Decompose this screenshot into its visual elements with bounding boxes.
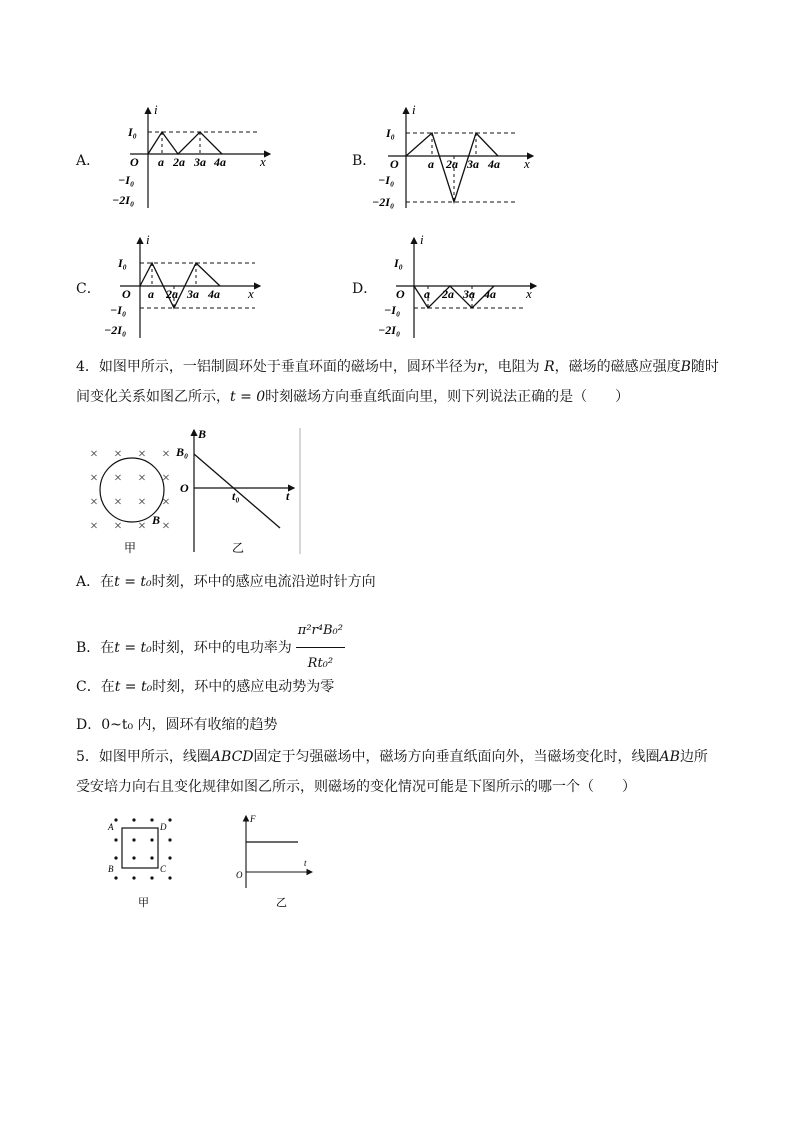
svg-text:×: × bbox=[90, 519, 98, 534]
fig-jia-caption: 甲 bbox=[124, 541, 137, 555]
q5-line2: 受安培力向右且变化规律如图乙所示，则磁场的变化情况可能是下图所示的哪一个（ ） bbox=[76, 779, 636, 795]
tick-t0: t₀ bbox=[232, 489, 240, 503]
tick-I0: I₀ bbox=[394, 256, 403, 270]
q4-option-d[interactable]: D．0~t₀ 内，圆环有收缩的趋势 bbox=[76, 717, 278, 733]
tick-2a: 2a bbox=[166, 287, 178, 301]
tick-a: a bbox=[428, 157, 434, 171]
svg-text:×: × bbox=[90, 471, 98, 486]
tick-neg-I0: −I₀ bbox=[110, 303, 127, 317]
tick-4a: 4a bbox=[214, 155, 226, 169]
tick-3a: 3a bbox=[187, 287, 199, 301]
axis-x-label: x bbox=[524, 156, 530, 171]
q4-figure bbox=[84, 424, 314, 559]
tick-I0: I₀ bbox=[386, 126, 395, 140]
tick-neg-I0: −I₀ bbox=[118, 173, 135, 187]
q5-figure bbox=[100, 808, 320, 913]
option-d-graph bbox=[378, 230, 548, 345]
q4-option-a[interactable]: A．在t = t₀时刻，环中的感应电流沿逆时针方向 bbox=[76, 574, 376, 590]
svg-text:×: × bbox=[114, 519, 122, 534]
tick-3a: 3a bbox=[467, 157, 479, 171]
q4-line1: 4．如图甲所示，一铝制圆环处于垂直环面的磁场中，圆环半径为r，电阻为 R，磁场的磁感应强度B随时 bbox=[76, 359, 719, 375]
svg-text:×: × bbox=[162, 471, 170, 486]
q5-line1: 5．如图甲所示，线圈ABCD固定于匀强磁场中，磁场方向垂直纸面向外，当磁场变化时，线圈AB边所 bbox=[76, 749, 708, 765]
svg-text:×: × bbox=[138, 471, 146, 486]
tick-2a: 2a bbox=[442, 287, 454, 301]
corner-b: B bbox=[108, 864, 114, 874]
svg-text:×: × bbox=[114, 495, 122, 510]
axis-f-label: F bbox=[250, 814, 256, 824]
axis-i-label: i bbox=[420, 232, 424, 247]
tick-b0: B₀ bbox=[176, 445, 189, 459]
fig-yi-caption: 乙 bbox=[232, 541, 245, 555]
svg-text:×: × bbox=[162, 447, 170, 462]
tick-3a: 3a bbox=[463, 287, 475, 301]
tick-neg-2I0: −2I₀ bbox=[372, 195, 395, 209]
svg-text:×: × bbox=[90, 447, 98, 462]
q4-option-b[interactable]: B．在 t = t₀ 时刻，环中的电功率为 $\frac{\text{π²r⁴B₀²}}{\text{Rt₀²}}$ bbox=[76, 616, 345, 679]
svg-text:×: × bbox=[114, 471, 122, 486]
q4-stem bbox=[76, 352, 736, 412]
origin-label: O bbox=[390, 157, 399, 171]
q4-line2: 间变化关系如图乙所示，t = 0时刻磁场方向垂直纸面向里，则下列说法正确的是（ ） bbox=[76, 389, 630, 405]
tick-3a: 3a bbox=[194, 155, 206, 169]
origin-label: O bbox=[130, 155, 139, 169]
axis-i-label: i bbox=[154, 102, 158, 117]
origin-label: O bbox=[236, 870, 243, 880]
corner-d: D bbox=[160, 822, 167, 832]
axis-x-label: x bbox=[526, 286, 532, 301]
tick-neg-2I0: −2I₀ bbox=[378, 323, 401, 337]
origin-label: O bbox=[180, 481, 189, 495]
power-fraction: $\frac{\text{π²r⁴B₀²}}{\text{Rt₀²}}$ bbox=[296, 616, 345, 679]
tick-4a: 4a bbox=[484, 287, 496, 301]
fig-jia-caption: 甲 bbox=[138, 897, 149, 909]
fig-yi-caption: 乙 bbox=[276, 897, 287, 909]
svg-text:×: × bbox=[138, 519, 146, 534]
axis-x-label: x bbox=[260, 154, 266, 169]
q4-option-c[interactable]: C．在t = t₀时刻，环中的感应电动势为零 bbox=[76, 679, 335, 695]
svg-text:×: × bbox=[162, 519, 170, 534]
option-c-label: C． bbox=[76, 281, 101, 297]
tick-neg-I0: −I₀ bbox=[378, 173, 395, 187]
option-d-label: D． bbox=[352, 281, 378, 297]
svg-text:×: × bbox=[162, 495, 170, 510]
axis-x-label: x bbox=[248, 286, 254, 301]
option-b-label: B． bbox=[352, 153, 377, 169]
tick-4a: 4a bbox=[208, 287, 220, 301]
tick-4a: 4a bbox=[488, 157, 500, 171]
corner-a: A bbox=[108, 822, 114, 832]
ring-b-label: B bbox=[152, 513, 161, 527]
axis-i-label: i bbox=[146, 232, 150, 247]
axis-b-label: B bbox=[198, 427, 207, 441]
tick-neg-2I0: −2I₀ bbox=[104, 323, 127, 337]
axis-t-label: t bbox=[304, 858, 307, 868]
tick-a: a bbox=[148, 287, 154, 301]
svg-text:×: × bbox=[138, 495, 146, 510]
svg-text:×: × bbox=[138, 447, 146, 462]
option-b-graph bbox=[372, 100, 548, 215]
tick-neg-I0: −I₀ bbox=[384, 303, 401, 317]
corner-c: C bbox=[160, 864, 167, 874]
q5-stem bbox=[76, 742, 756, 802]
option-c-graph bbox=[100, 230, 270, 345]
coil-abcd bbox=[122, 828, 158, 868]
tick-2a: 2a bbox=[173, 155, 185, 169]
tick-a: a bbox=[158, 155, 164, 169]
axis-i-label: i bbox=[412, 102, 416, 117]
origin-label: O bbox=[122, 287, 131, 301]
tick-I0: I₀ bbox=[118, 256, 127, 270]
svg-text:×: × bbox=[114, 447, 122, 462]
origin-label: O bbox=[396, 287, 405, 301]
svg-text:×: × bbox=[90, 495, 98, 510]
tick-I0: I₀ bbox=[128, 125, 137, 139]
option-a-graph bbox=[110, 100, 280, 215]
axis-t-label: t bbox=[286, 489, 290, 503]
tick-neg-2I0: −2I₀ bbox=[112, 193, 135, 207]
tick-a: a bbox=[424, 287, 430, 301]
tick-2a: 2a bbox=[446, 157, 458, 171]
option-a-label: A． bbox=[76, 153, 101, 169]
